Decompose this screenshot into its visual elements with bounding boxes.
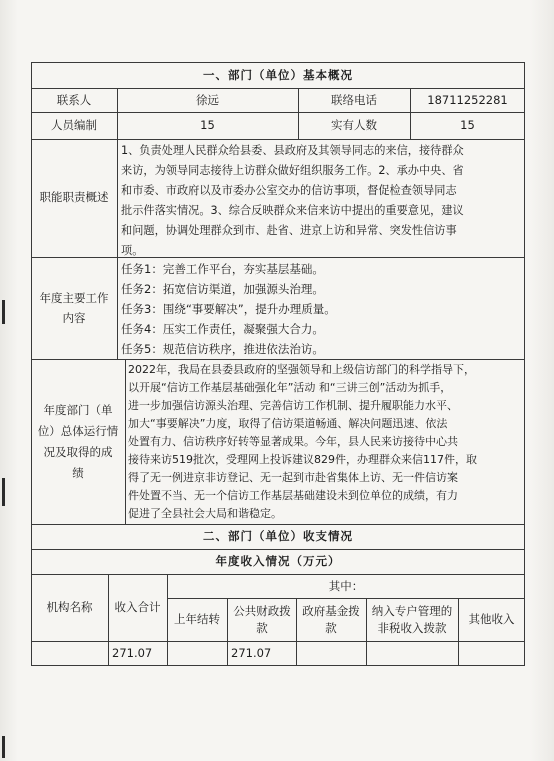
phone-value: 18711252281: [427, 93, 508, 107]
text-line: 得了无一例进京非访登记、无一起到市赴省集体上访、无一件信访案: [128, 471, 458, 484]
header-org-name: 机构名称: [46, 600, 93, 614]
text-line: 1、负责处理人民群众给县委、县政府及其领导同志的来信，接待群众: [121, 144, 464, 157]
text-line: 项。: [121, 244, 144, 257]
label-line: 年度部门（单: [43, 402, 113, 417]
tasks-list: [121, 259, 521, 359]
text-line: 处置有力、信访秩序好转等显著成果。今年，县人民来访接待中心共: [128, 435, 458, 448]
task-item: 任务5：规范信访秩序，推进依法治访。: [121, 342, 324, 356]
label-line: 位）总体运行情: [37, 423, 119, 438]
text-line: 进一步加强信访源头治理、完善信访工作机制、提升履职能力水平、: [128, 399, 458, 412]
contact-value: 徐远: [196, 93, 219, 107]
header-of-which: 其中：: [328, 578, 364, 593]
summary-text: [128, 361, 523, 523]
staffing-label: 人员编制: [51, 118, 97, 132]
table-cell-income-total: 271.07: [112, 646, 153, 660]
task-item: 任务3：围绕“事要解决”，提升办理质量。: [121, 302, 336, 316]
header-other-income: 其他收入: [468, 612, 515, 626]
task-item: 任务2：拓宽信访渠道，加强源头治理。: [121, 282, 324, 296]
header-public-fiscal: 公共财政拨款: [233, 603, 291, 635]
duties-label: 职能职责概述: [39, 190, 109, 204]
text-line: 以开展“信访工作基层基础强化年”活动 和“三讲三创”活动为抓手，: [128, 381, 452, 394]
text-line: 接待来访519批次，受理网上投诉建议829件，办理群众来信117件，取: [128, 453, 477, 466]
label-line: 绩: [72, 465, 84, 480]
text-line: 和市委、市政府以及市委办公室交办的信访事项，督促检查领导同志: [121, 184, 457, 197]
scan-edge-mark: [2, 300, 5, 324]
label-line: 内容: [62, 311, 86, 325]
text-line: 促进了全县社会大局和谐稳定。: [128, 507, 282, 520]
scan-edge-mark: [2, 736, 5, 758]
duties-text: [121, 141, 521, 261]
header-income-total: 收入合计: [114, 600, 161, 614]
text-line: 批示件落实情况。3、综合反映群众来信来访中提出的重要意见，建议: [121, 204, 464, 217]
tasks-label: [31, 257, 117, 359]
text-line: 件处置不当、无一个信访工作基层基础建设未到位单位的成绩，有力: [128, 489, 458, 502]
text-line: 2022年，我局在县委县政府的坚强领导和上级信访部门的科学指导下，: [128, 363, 475, 376]
actual-staff-value: 15: [460, 118, 475, 132]
header-prev-balance: 上年结转: [174, 612, 220, 626]
task-item: 任务1：完善工作平台，夯实基层基础。: [121, 262, 324, 276]
label-line: 年度主要工作: [39, 291, 109, 305]
actual-staff-label: 实有人数: [331, 118, 377, 132]
label-line: 况及取得的成: [43, 444, 113, 459]
summary-label: [31, 359, 125, 524]
header-special-nontax: 纳入专户管理的非税收入拨款: [371, 603, 453, 635]
header-gov-fund: 政府基金拨款: [302, 603, 360, 635]
income-table-title: 年度收入情况（万元）: [215, 554, 341, 568]
text-line: 加大“事要解决”力度，取得了信访渠道畅通、解决问题迅速、依法: [128, 417, 448, 430]
text-line: 来访，为领导同志接待上访群众做好组织服务工作。2、承办中央、省: [121, 164, 464, 177]
scan-edge-mark: [2, 478, 5, 506]
staffing-value: 15: [200, 118, 215, 132]
table-cell-public-fiscal: 271.07: [231, 646, 272, 660]
phone-label: 联络电话: [331, 93, 377, 107]
task-item: 任务4：压实工作责任，凝聚强大合力。: [121, 322, 324, 336]
text-line: 和问题，协调处理群众到市、赴省、进京上访和异常、突发性信访事: [121, 224, 457, 237]
section-title: 一、部门（单位）基本概况: [203, 68, 353, 82]
section-title: 二、部门（单位）收支情况: [203, 529, 353, 543]
contact-label: 联系人: [56, 93, 92, 107]
